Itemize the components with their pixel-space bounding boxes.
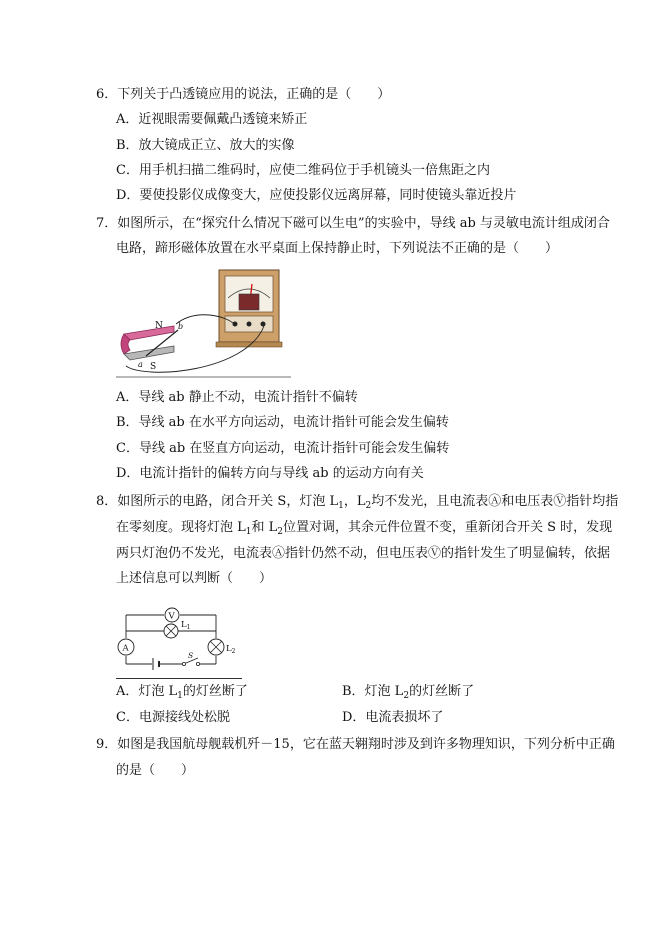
question-text: 如图是我国航母舰载机歼－15，它在蓝天翱翔时涉及到许多物理知识，下列分析中正确 (117, 737, 615, 752)
q6-option-c: C．用手机扫描二维码时，应使二维码位于手机镜头一倍焦距之内 (116, 163, 490, 178)
question-8-stem-line2 (116, 519, 612, 537)
question-6-stem (96, 86, 390, 104)
ammeter-label: A (122, 643, 129, 654)
question-9-stem-line1 (96, 736, 615, 754)
question-text: ，L (343, 494, 366, 509)
subscript: 2 (365, 501, 372, 511)
question-text: 均不发光，且电流表Ⓐ和电压表Ⓥ指针均指 (371, 494, 619, 509)
question-8-stem-line3: 两只灯泡仍不发光，电流表Ⓐ指针仍然不动，但电压表Ⓥ的指针发生了明显偏转，依据 (116, 546, 611, 561)
switch-label: S (188, 651, 194, 660)
question-number: 7． (96, 216, 118, 231)
question-text: 如图所示，在“探究什么情况下磁可以生电”的实验中，导线 ab 与灵敏电流计组成闭合 (117, 216, 610, 231)
question-7-stem-line2: 电路，蹄形磁体放置在水平桌面上保持静止时，下列说法不正确的是（ ） (116, 241, 559, 256)
question-number: 8． (96, 494, 118, 509)
lamp-l1-label: $L_1$ (181, 620, 191, 631)
wire-end-a-label: a (138, 360, 143, 369)
q7-induction-figure (116, 268, 291, 380)
question-number: 6． (96, 87, 118, 102)
magnet-south-label: S (150, 362, 157, 372)
question-9-stem-line2: 的是（ ） (116, 763, 195, 778)
question-text: 下列关于凸透镜应用的说法，正确的是（ ） (117, 87, 391, 102)
wire-end-b-label: b (178, 322, 184, 331)
question-text: 如图所示的电路，闭合开关 S，灯泡 L (117, 494, 339, 509)
option-text: 的灯丝断了 (182, 684, 248, 699)
subscript: 1 (338, 501, 344, 511)
lamp-l2-label: $L_2$ (226, 644, 236, 655)
q8-option-b (342, 683, 474, 701)
q7-option-d: D．电流计指针的偏转方向与导线 ab 的运动方向有关 (116, 466, 424, 481)
q8-circuit-diagram (116, 596, 244, 676)
question-text: 和 L (251, 520, 278, 535)
subscript: 2 (403, 691, 410, 701)
voltmeter-label: V (168, 611, 175, 622)
subscript: 1 (245, 527, 252, 537)
question-text: 在零刻度。现将灯泡 L (116, 520, 246, 535)
q8-option-d: D．电流表损坏了 (342, 710, 444, 725)
figure-underline (116, 678, 242, 679)
question-text: 位置对调，其余元件位置不变，重新闭合开关 S 时，发现 (283, 520, 613, 535)
q8-option-c: C．电源接线处松脱 (116, 710, 230, 725)
option-text: 的灯丝断了 (409, 684, 475, 699)
q6-option-b: B．放大镜成正立、放大的实像 (116, 138, 295, 153)
subscript: 2 (277, 527, 283, 537)
q6-option-d: D．要使投影仪成像变大，应使投影仪远离屏幕，同时使镜头靠近投片 (116, 188, 517, 203)
option-text: A．灯泡 L (116, 684, 178, 699)
q7-option-b: B．导线 ab 在水平方向运动，电流计指针可能会发生偏转 (116, 415, 449, 430)
question-7-stem-line1 (96, 215, 610, 233)
q7-option-a: A．导线 ab 静止不动，电流计指针不偏转 (116, 390, 358, 405)
option-text: B．灯泡 L (342, 684, 404, 699)
question-8-stem-line4: 上述信息可以判断（ ） (116, 571, 273, 586)
question-8-stem-line1 (96, 493, 618, 511)
magnet-north-label: N (155, 321, 163, 331)
q7-option-c: C．导线 ab 在竖直方向运动，电流计指针可能会发生偏转 (116, 441, 450, 456)
subscript: 1 (177, 691, 183, 701)
question-number: 9． (96, 737, 118, 752)
q8-option-a (116, 683, 248, 701)
q6-option-a: A．近视眼需要佩戴凸透镜来矫正 (116, 112, 308, 127)
